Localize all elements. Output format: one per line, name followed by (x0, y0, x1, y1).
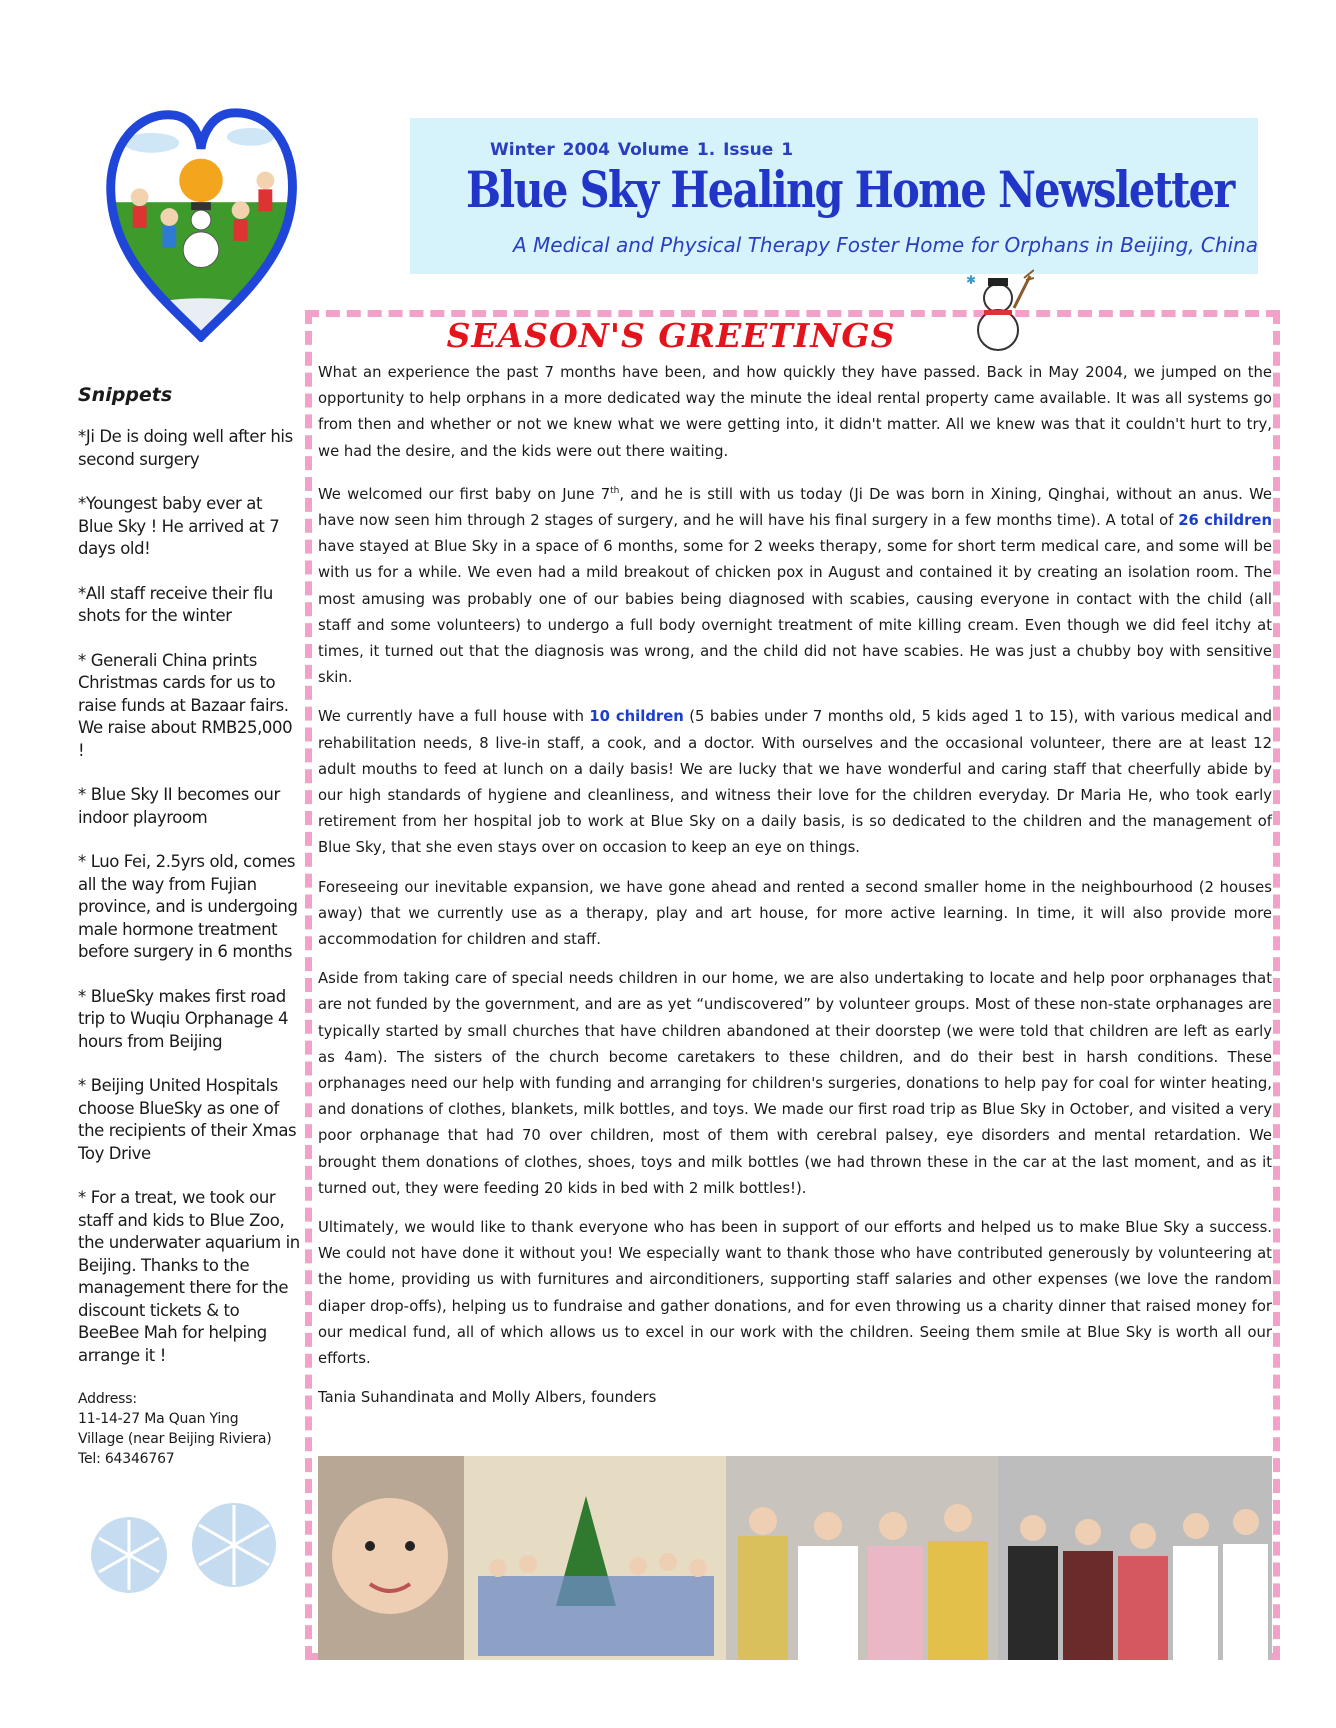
snippet-item: *All staff receive their flu shots for the winter (78, 583, 273, 625)
address-label: Address: (78, 1391, 137, 1407)
greeting-text: SEASON'S GREETINGS (446, 316, 896, 355)
signature: Tania Suhandinata and Molly Albers, founders (318, 1389, 657, 1407)
article-paragraph: Ultimately, we would like to thank everyone who has been in support of our efforts and helped us to make Blue Sky a success. We could not have done it without you! We especially want to thank those who have contributed generously by volunteering at the home, providing us with furnitures and airconditioners, supporting staff salaries and other expenses (we love the random diaper drop-offs), helping us to fundraise and gather donations, and for even throwing us a charity dinner that raised money for our medical fund, all of which allows us to excel in our work with the children. Seeing them smile at Blue Sky is worth all our efforts. (318, 1219, 1272, 1368)
snippets-sidebar (78, 384, 300, 1469)
text-run: (5 babies under 7 months old, 5 kids aged 1 to 15), with various medical and rehabilitation needs, 8 live-in staff, a cook, and a doctor. With ourselves and the occasional volunteer, there are at least 12 adult mouths to feed at lunch on a daily basis! We are lucky that we have wonderful and caring staff that cheerfully abide by our high standards of hygiene and cleanliness, and witness their love for the children everyday. Dr Maria He, who took early retirement from her hospital job to work at Blue Sky on a daily basis, is so dedicated to the children and the management of Blue Sky, that she even stays over on occasion to keep an eye on things. (318, 708, 1272, 857)
article-body (318, 360, 1272, 1424)
photo-hospital-visit (726, 1456, 998, 1660)
snowman-icon (964, 268, 1034, 358)
photo-strip (318, 1456, 1272, 1660)
photo-staff-group (998, 1456, 1272, 1660)
address-line: Village (near Beijing Riviera) (78, 1431, 272, 1447)
snippet-item: * Blue Sky II becomes our indoor playroom (78, 785, 280, 827)
article-paragraph (318, 704, 1272, 861)
svg-text:✱: ✱ (966, 273, 977, 287)
newsletter-title: Blue Sky Healing Home Newsletter (466, 160, 1234, 219)
snowflake-icon (74, 1500, 296, 1600)
snippet-item: * Generali China prints Christmas cards for us to raise funds at Bazaar fairs. We raise about RMB25,000 ! (78, 650, 293, 760)
telephone: Tel: 64346767 (78, 1451, 175, 1467)
address-line: 11-14-27 Ma Quan Ying (78, 1411, 239, 1427)
article-paragraph: Aside from taking care of special needs children in our home, we are also undertaking to locate and help poor orphanages that are not funded by the government, and are as yet “undiscovered” by volunteer groups. Most of these non-state orphanages are typically started by small churches that have children abandoned at their doorstep (we were told that children are left as early as 4am). The sisters of the church become caretakers to these children, and do their best in harsh conditions. These orphanages need our help with funding and arranging for children's surgeries, donations to help pay for coal for winter heating, and donations of clothes, blankets, milk bottles, and toys. We made our first road trip as Blue Sky in October, and visited a very poor orphanage that had 70 over children, most of them with cerebral palsey, eye disorders and mental retardation. We brought them donations of clothes, shoes, toys and milk bottles (we had thrown these in the car at the last moment, and as it turned out, they were feeding 20 kids in bed with 2 milk bottles!). (318, 970, 1272, 1197)
children-count-highlight: 26 children (1178, 511, 1272, 529)
address-block (78, 1389, 300, 1469)
snippet-item: * For a treat, we took our staff and kids to Blue Zoo, the underwater aquarium in Beijing. Thanks to the management there for the discount tickets & to BeeBee Mah for helping arrange it ! (78, 1188, 300, 1365)
snippet-item: * Luo Fei, 2.5yrs old, comes all the way from Fujian province, and is undergoing male hormone treatment before surgery in 6 months (78, 852, 298, 961)
snippets-heading: Snippets (78, 384, 173, 406)
snippet-item: *Youngest baby ever at Blue Sky ! He arrived at 7 days old! (78, 494, 280, 558)
heart-logo (102, 102, 300, 342)
snippet-item: *Ji De is doing well after his second surgery (78, 427, 293, 469)
text-run: We welcomed our first baby on June 7 (318, 485, 611, 503)
snippet-item: * Beijing United Hospitals choose BlueSky as one of the recipients of their Xmas Toy Drive (78, 1076, 297, 1163)
text-run: We currently have a full house with (318, 708, 590, 726)
children-count-highlight: 10 children (589, 708, 684, 726)
masthead (410, 118, 1258, 274)
text-run: , and he is still with us today (Ji De was born in Xining, Qinghai, without an anus. We have now seen him through 2 stages of surgery, and he will have his final surgery in a few months time). A total of (318, 485, 1272, 529)
issue-line: Winter 2004 Volume 1. Issue 1 (490, 140, 794, 160)
superscript: th (610, 485, 620, 496)
article-paragraph: What an experience the past 7 months have been, and how quickly they have passed. Back in May 2004, we jumped on the opportunity to help orphans in a more dedicated way the minute the ideal rental property came available. It was all systems go from then and whether or not we knew what we were getting into, it didn't matter. All we knew was that it couldn't hurt to try, we had the desire, and the kids were out there waiting. (318, 364, 1272, 460)
text-run: have stayed at Blue Sky in a space of 6 months, some for 2 weeks therapy, some for short term medical care, and some will be with us for a while. We even had a mild breakout of chicken pox in August and contained it by creating an isolation room. The most amusing was probably one of our babies being diagnosed with scabies, causing everyone in contact with the child (all staff and some volunteers) to undergo a full body overnight treatment of mite killing cream. Even though we did feel itchy at times, it turned out that the diagnosis was wrong, and the child did not have scabies. He was just a chubby boy with sensitive skin. (318, 538, 1272, 687)
tagline: A Medical and Physical Therapy Foster Home for Orphans in Beijing, China (513, 233, 1258, 257)
photo-baby (318, 1456, 464, 1660)
snippet-item: * BlueSky makes first road trip to Wuqiu Orphanage 4 hours from Beijing (78, 986, 289, 1051)
photo-group-christmas (464, 1456, 726, 1660)
article-paragraph: Foreseeing our inevitable expansion, we have gone ahead and rented a second smaller home in the neighbourhood (2 houses away) that we currently use as a therapy, play and art house, for more active learning. In time, it will also provide more accommodation for children and staff. (318, 878, 1272, 948)
article-paragraph (318, 478, 1272, 692)
